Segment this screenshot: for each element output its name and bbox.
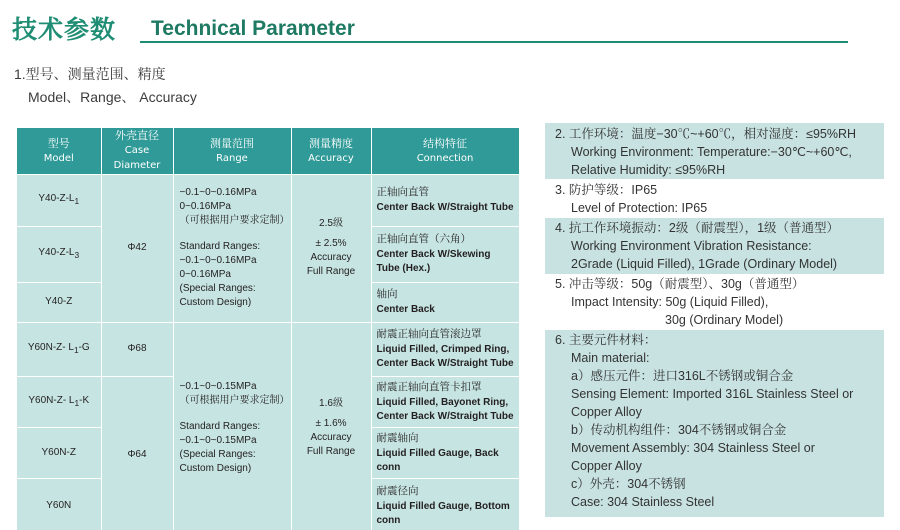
case-diameter-cell: Φ42 [101,174,173,322]
connection-cell: 耐震轴向 Liquid Filled Gauge, Back conn [371,427,519,478]
model-cell: Y60N [17,478,101,530]
table-header-row [17,128,519,174]
case-diameter-cell: Φ68 [101,322,173,376]
header-range: 测量范围 Range [173,128,291,174]
accuracy-cell: 1.6级 ± 1.6% Accuracy Full Range [291,322,371,530]
title-cn: 技术参数 [12,15,117,44]
model-cell: $Y40-Z-L_1$ [17,174,101,226]
range-cell: −0.1~0~0.15MPa （可根据用户要求定制） Standard Ranges: −0.1~0~0.15MPa (Special Ranges: Custom Design) [173,322,291,530]
spec-impact: 5. 冲击等级：50g（耐震型）、30g（普通型） Impact Intensity: 50g (Liquid Filled), 30g (Ordinary Model) [555,277,805,327]
model-cell: Y60N-Z- $L_1-G$ [17,322,101,376]
title-underline [140,41,848,43]
spec-environment: 2. 工作环境：温度−30℃~+60℃，相对湿度：≤95%RH Working Environment: Temperature:−30℃~+60℃, Relative Humidity: ≤95%RH [545,123,884,179]
spec-table [17,128,520,530]
connection-cell: 耐震正轴向直管卡扣罩 Liquid Filled, Bayonet Ring, Center Back W/Straight Tube [371,376,519,427]
table-row [17,174,519,226]
case-diameter-cell: Φ64 [101,376,173,530]
section-header [12,10,836,44]
spec-protection: 3. 防护等级：IP65 Level of Protection: IP65 [555,183,708,215]
connection-cell: 耐震正轴向直管滚边罩 Liquid Filled, Crimped Ring, Center Back W/Straight Tube [371,322,519,376]
title-en: Technical Parameter [151,17,355,40]
table-row [17,322,519,376]
connection-cell: 轴向 Center Back [371,282,519,322]
model-cell: Y40-Z [17,282,101,322]
intro-en: Model、Range、 Accuracy [28,89,197,105]
header-case: 外壳直径 Case Diameter [101,128,173,174]
header-accuracy: 测量精度 Accuracy [291,128,371,174]
spec-material: 6. 主要元件材料： Main material: a）感压元件：进口316L不锈钢或铜合金 Sensing Element: Imported 316L Stainless Steel or Copper Alloy b）传动机构组件：304不锈钢或铜合金 Movement Assembly: 304 Stainless Steel or Copper Alloy c）外壳：304不锈钢 Case: 304 Stainless Steel [545,330,884,517]
model-cell: Y60N-Z- $L_1-K$ [17,376,101,427]
intro-cn: 1.型号、测量范围、精度 [14,66,166,82]
model-cell: Y60N-Z [17,427,101,478]
range-cell: −0.1~0~0.16MPa 0~0.16MPa （可根据用户要求定制） Standard Ranges: −0.1~0~0.16MPa 0~0.16MPa (Special Ranges: Custom Design) [173,174,291,322]
header-connection: 结构特征 Connection [371,128,519,174]
header-model: 型号 Model [17,128,101,174]
connection-cell: 正轴向直管 Center Back W/Straight Tube [371,174,519,226]
spec-vibration: 4. 抗工作环境振动：2级（耐震型），1级（普通型） Working Environment Vibration Resistance: 2Grade (Liquid Filled), 1Grade (Ordinary Model) [545,218,884,274]
connection-cell: 耐震径向 Liquid Filled Gauge, Bottom conn [371,478,519,530]
model-cell: $Y40-Z-L_3$ [17,226,101,282]
accuracy-cell: 2.5级 ± 2.5% Accuracy Full Range [291,174,371,322]
connection-cell: 正轴向直管（六角） Center Back W/Skewing Tube (Hex.) [371,226,519,282]
